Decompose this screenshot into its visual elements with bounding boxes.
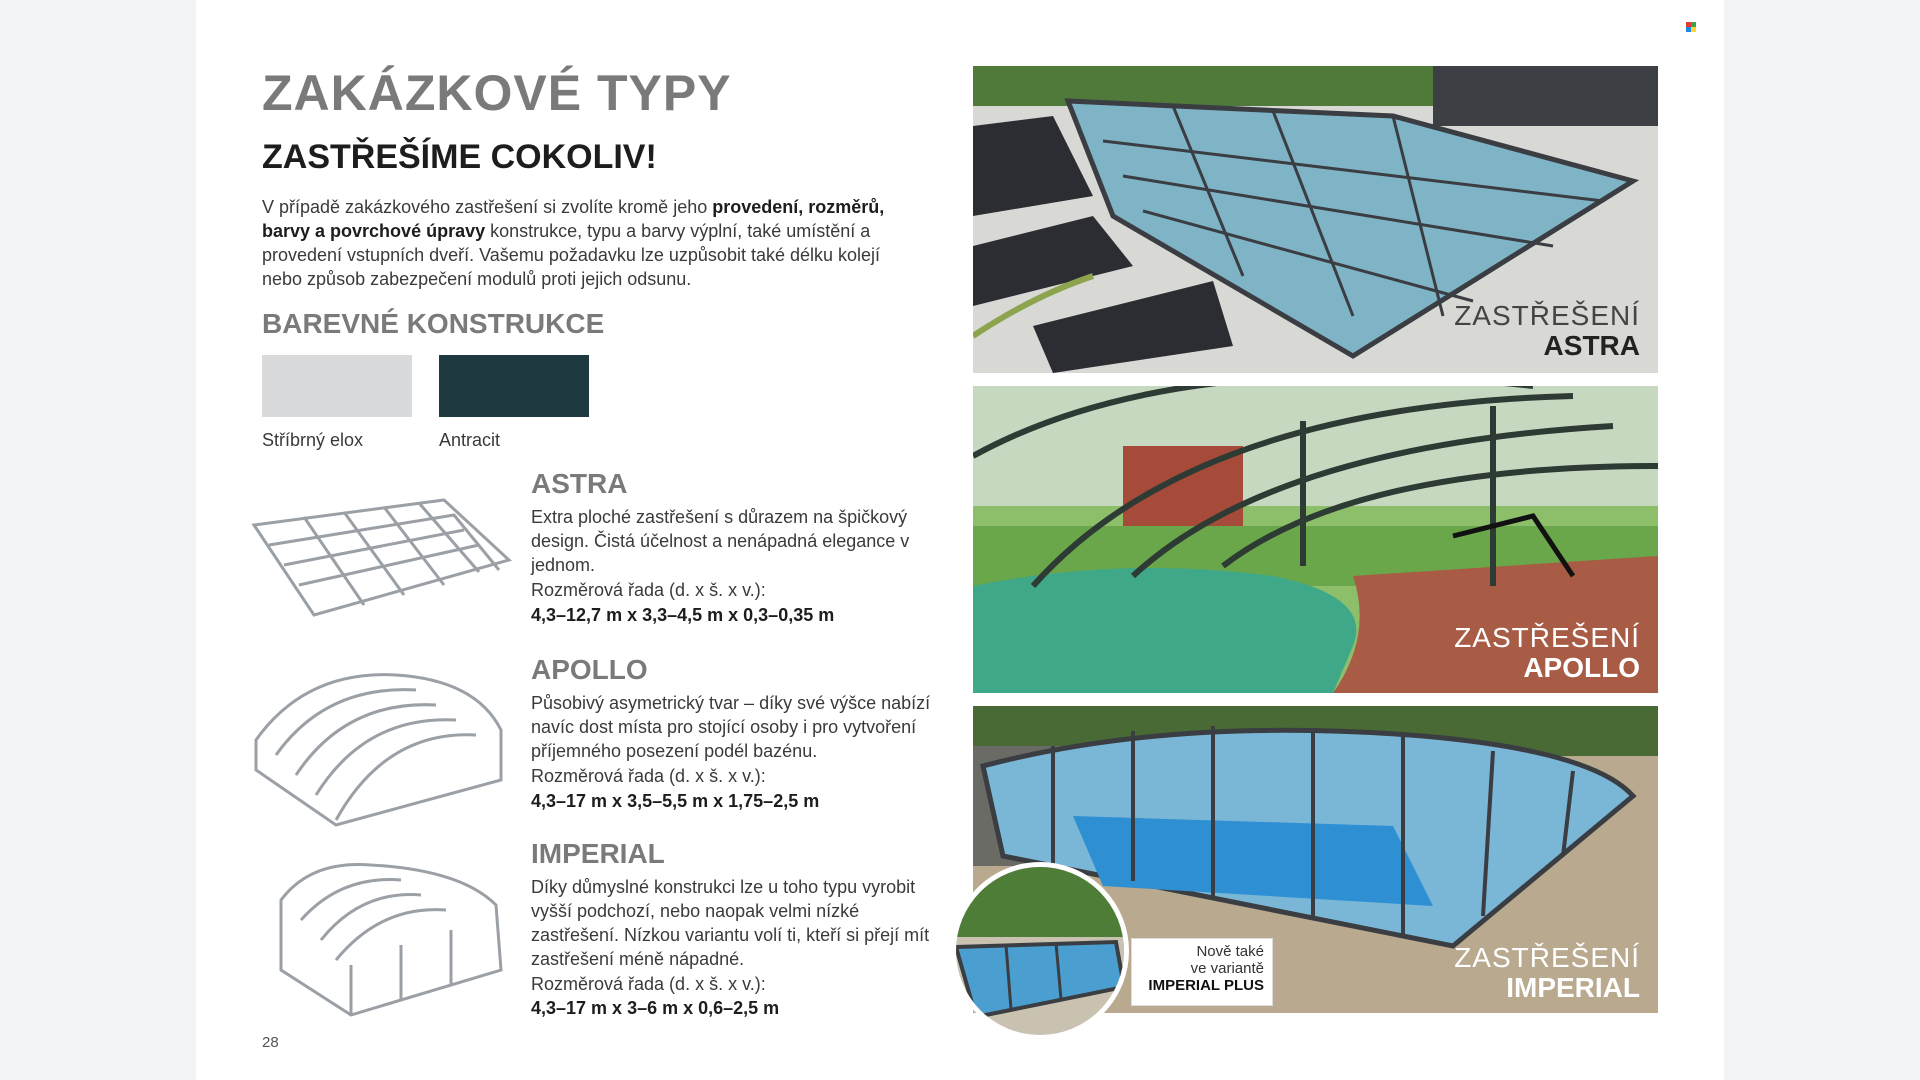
swatch-silver-label: Stříbrný elox [262, 430, 364, 450]
imperial-plus-photo-icon [956, 867, 1124, 1035]
apollo-description: Působivý asymetrický tvar – díky své výšce nabízí navíc dost místa pro stojící osoby i pro vytvoření příjemného posezení podél bazénu. [531, 693, 931, 761]
imperial-size: 4,3–17 m x 3–6 m x 0,6–2,5 m [531, 998, 780, 1018]
imperial-size-label: Rozměrová řada (d. x š. x v.): [531, 974, 766, 994]
badge-line-3: IMPERIAL PLUS [1148, 977, 1264, 994]
brochure-page [196, 0, 1724, 1080]
intro-bold: provedení, rozměrů, barvy a povrchové úpravy [262, 197, 885, 241]
astra-title: ASTRA [531, 468, 628, 499]
page-title: ZAKÁZKOVÉ TYPY [262, 65, 732, 121]
apollo-size: 4,3–17 m x 3,5–5,5 m x 1,75–2,5 m [531, 791, 820, 811]
swatch-silver [262, 355, 412, 417]
corner-logo-icon [1686, 22, 1696, 32]
imperial-title: IMPERIAL [531, 838, 665, 869]
astra-description: Extra ploché zastřešení s důrazem na špičkový design. Čistá účelnost a nenápadná elegance v jednom. [531, 507, 910, 575]
swatch-anthracite-label: Antracit [439, 430, 501, 450]
colors-title: BAREVNÉ KONSTRUKCE [262, 308, 605, 339]
swatch-anthracite [439, 355, 589, 417]
photo-astra [973, 66, 1658, 373]
apollo-caption-top: ZASTŘEŠENÍ [1454, 622, 1640, 653]
astra-caption-top: ZASTŘEŠENÍ [1454, 300, 1640, 331]
badge-line-1: Nově také [1196, 943, 1264, 960]
imperial-plus-badge [1131, 938, 1273, 1006]
astra-size: 4,3–12,7 m x 3,3–4,5 m x 0,3–0,35 m [531, 605, 835, 625]
page-subtitle: ZASTŘEŠÍME COKOLIV! [262, 138, 657, 176]
astra-size-label: Rozměrová řada (d. x š. x v.): [531, 580, 766, 600]
intro-paragraph [262, 195, 922, 291]
astra-drawing-icon [244, 490, 514, 630]
apollo-title: APOLLO [531, 654, 648, 685]
intro-text-1: V případě zakázkového zastřešení si zvolíte kromě jeho [262, 197, 713, 217]
imperial-drawing-icon [271, 850, 541, 1020]
imperial-caption-bottom: IMPERIAL [1506, 972, 1640, 1003]
apollo-drawing-icon [246, 660, 516, 830]
imperial-caption-top: ZASTŘEŠENÍ [1454, 942, 1640, 973]
apollo-size-label: Rozměrová řada (d. x š. x v.): [531, 766, 766, 786]
badge-line-2: ve variantě [1190, 960, 1264, 977]
imperial-plus-inset [951, 862, 1129, 1040]
astra-caption-bottom: ASTRA [1543, 330, 1640, 361]
page-number: 28 [262, 1034, 279, 1051]
intro-text-2: konstrukce, typu a barvy výplní, také umístění a provedení vstupních dveří. Vašemu požadavku lze uzpůsobit také délku kolejí nebo způsob zabezpečení modulů proti jejich odsunu. [262, 221, 881, 289]
apollo-caption-bottom: APOLLO [1523, 652, 1640, 683]
imperial-description: Díky důmyslné konstrukci lze u toho typu vyrobit vyšší podchozí, nebo naopak velmi nízké zastřešení. Nízkou variantu volí ti, kteří si přejí mít zastřešení méně nápadné. [531, 877, 930, 969]
photo-apollo [973, 386, 1658, 693]
